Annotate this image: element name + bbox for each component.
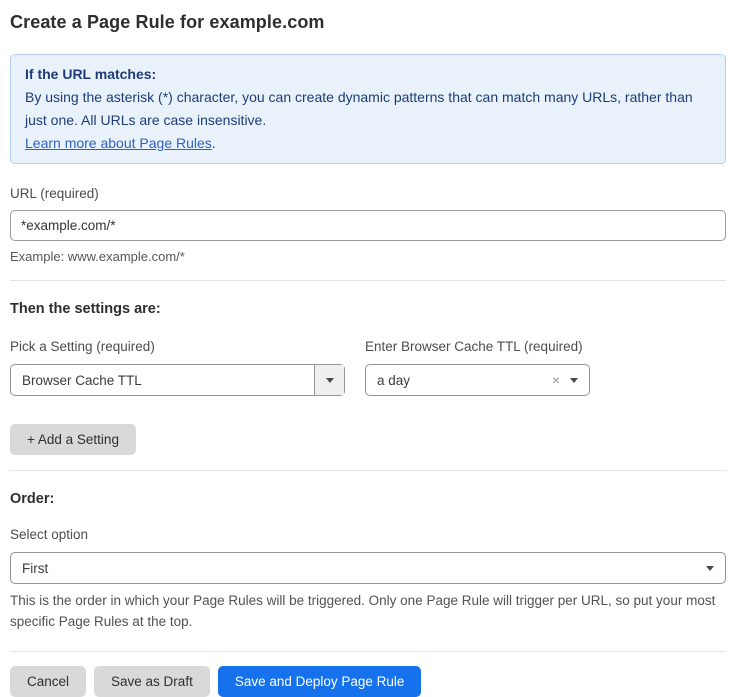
url-match-info-box [10, 54, 726, 164]
learn-more-link[interactable]: Learn more about Page Rules [25, 135, 212, 151]
caret-down-icon [706, 566, 714, 571]
divider [10, 470, 726, 471]
caret-segment[interactable] [314, 365, 344, 395]
url-field-label: URL (required) [10, 186, 99, 201]
info-box-link-line [25, 132, 711, 155]
cancel-button[interactable]: Cancel [10, 666, 86, 697]
info-box-heading: If the URL matches: [25, 66, 157, 82]
save-and-deploy-button[interactable]: Save and Deploy Page Rule [218, 666, 422, 697]
pick-setting-value: Browser Cache TTL [22, 372, 142, 388]
url-input[interactable] [10, 210, 726, 241]
save-as-draft-button[interactable]: Save as Draft [94, 666, 210, 697]
order-select-value: First [22, 560, 49, 576]
settings-row [10, 318, 726, 396]
clear-icon[interactable]: × [551, 372, 560, 388]
cache-ttl-value: a day [377, 372, 411, 388]
footer-actions [10, 666, 726, 697]
order-select[interactable] [10, 552, 726, 584]
order-help-text: This is the order in which your Page Rules will be triggered. Only one Page Rule will trigger per URL, so put your most specific Page Rules at the top. [10, 593, 716, 629]
settings-section-heading: Then the settings are: [10, 301, 161, 317]
order-select-label: Select option [10, 527, 89, 542]
info-box-body: By using the asterisk (*) character, you can create dynamic patterns that can match many URLs, rather than just one. All URLs are case insensitive. [25, 89, 693, 128]
pick-setting-label: Pick a Setting (required) [10, 339, 155, 354]
pick-setting-select[interactable] [10, 364, 345, 396]
cache-ttl-label: Enter Browser Cache TTL (required) [365, 339, 583, 354]
link-suffix: . [211, 135, 216, 151]
divider [10, 651, 726, 652]
caret-down-icon [326, 378, 334, 383]
caret-down-icon [570, 378, 578, 383]
cache-ttl-select[interactable] [365, 364, 590, 396]
url-example-text: Example: www.example.com/* [10, 249, 185, 264]
divider [10, 280, 726, 281]
cache-ttl-column [365, 318, 590, 396]
order-section-heading: Order: [10, 491, 55, 507]
pick-setting-column [10, 318, 345, 396]
page-title: Create a Page Rule for example.com [10, 12, 325, 32]
add-setting-button[interactable]: + Add a Setting [10, 424, 136, 455]
